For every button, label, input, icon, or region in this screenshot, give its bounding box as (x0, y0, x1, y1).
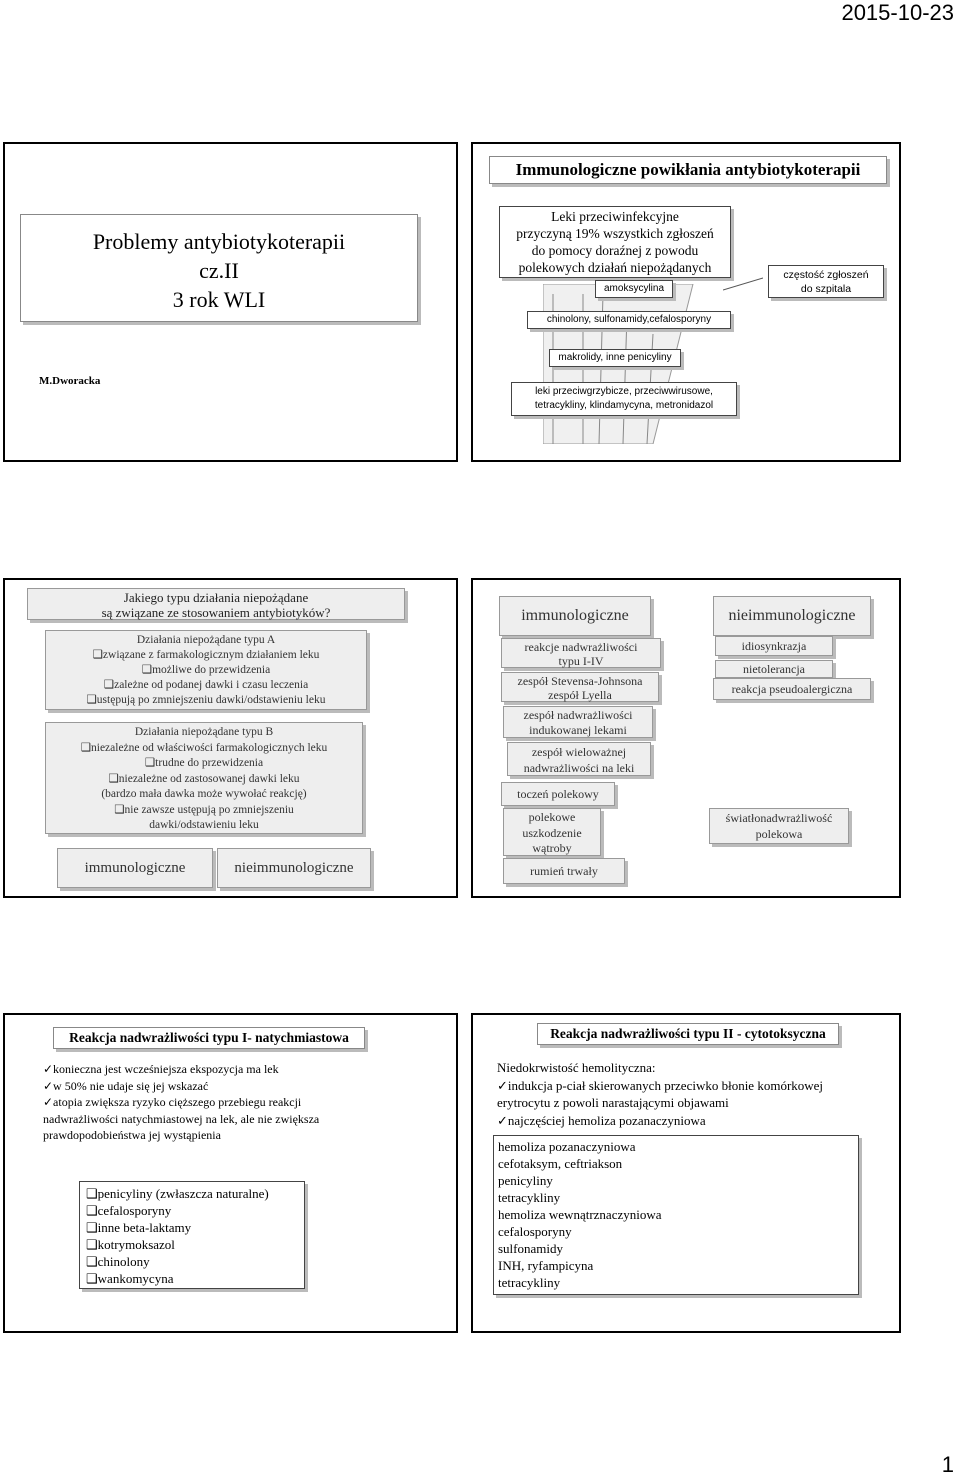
type-a-line-3: ❑możliwe do przewidzenia (141, 664, 271, 676)
page-date: 2015-10-23 (841, 0, 954, 25)
type-b-line-3: ❑trudne do przewidzenia (144, 757, 264, 769)
check-line-4: nadwrażliwości natychmiastowej na lek, ale nie zwiększa (43, 1111, 320, 1126)
frequency-arrow (723, 274, 763, 294)
drug-line-1: ❑penicyliny (zwłaszcza naturalne) (86, 1186, 269, 1201)
frequency-line-1: częstość zgłoszeń (783, 269, 869, 281)
col-2-item-1 (715, 636, 833, 656)
page-number: 1 (941, 1452, 954, 1477)
col-2-item-1-line-1: idiosynkrazja (741, 639, 807, 653)
list-line-6: cefalosporyny (498, 1224, 572, 1239)
col-1-item-5-line-1: toczeń polekowy (517, 787, 599, 801)
intro-line-2: przyczyną 19% wszystkich zgłoszeń (516, 226, 714, 241)
col-1-item-4-line-2: nadwrażliwości na leki (523, 761, 635, 775)
slide-2-title: Immunologiczne powikłania antybiotykoterapii (489, 156, 887, 184)
check-line-5: prawdopodobieństwa jej wystąpienia (43, 1128, 221, 1142)
type-a-line-4: ❑zależne od podanej dawki i czasu leczenia (103, 679, 309, 691)
col-1-item-2-line-1: zespół Stevensa-Johnsona (517, 674, 643, 688)
intro-line-4: polekowych działań niepożądanych (518, 260, 712, 275)
type-a-line-5: ❑ustępują po zmniejszeniu dawki/odstawieniu leku (86, 694, 326, 706)
col-1-item-3-line-1: zespół nadwrażliwości (523, 708, 633, 722)
check-line-2: ✓w 50% nie udaje się jej wskazać (43, 1078, 209, 1093)
type-b-line-7: dawki/odstawieniu leku (149, 819, 259, 831)
level-makrolidy: makrolidy, inne penicyliny (549, 349, 681, 367)
col-1-item-1-line-1: reakcje nadwrażliwości (524, 640, 638, 654)
col-1-item-6-line-3: wątroby (532, 841, 572, 855)
slide-3-title-line-2: są związane ze stosowaniem antybiotyków? (101, 605, 331, 620)
check-line-1: ✓konieczna jest wcześniejsza ekspozycja ma lek (43, 1062, 279, 1076)
intro-line-1: Leki przeciwinfekcyjne (551, 209, 679, 224)
desc-line-1: Niedokrwistość hemolityczna: (497, 1060, 656, 1075)
drug-line-4: ❑kotrymoksazol (86, 1237, 175, 1252)
list-line-3: penicyliny (498, 1173, 553, 1188)
slide-3-title-line-1: Jakiego typu działania niepożądane (123, 590, 309, 605)
slide-6-description (497, 1059, 893, 1129)
level-chinolony: chinolony, sulfonamidy,cefalosporyny (527, 311, 731, 329)
col-1-item-2 (501, 672, 659, 702)
list-line-5: hemoliza wewnątrznaczyniowa (498, 1207, 662, 1222)
slide-6-drug-list (493, 1135, 859, 1295)
list-line-9: tetracykliny (498, 1275, 561, 1290)
col-2-item-4-line-2: polekowa (755, 827, 803, 841)
type-b-line-1: Działania niepożądane typu B (134, 726, 274, 738)
list-line-2: cefotaksym, ceftriakson (498, 1156, 623, 1171)
desc-line-2: ✓indukcja p-ciał skierowanych przeciwko błonie komórkowej (497, 1077, 824, 1093)
slide-5-drug-list (79, 1181, 305, 1289)
type-b-line-5: (bardzo mała dawka może wywołać reakcję) (101, 788, 307, 800)
drug-line-5: ❑chinolony (86, 1254, 150, 1269)
bottom-line-2: tetracykliny, klindamycyna, metronidazol (534, 400, 714, 411)
col-1-item-6-line-1: polekowe (528, 810, 576, 824)
type-a-line-2: ❑związane z farmakologicznym działaniem leku (92, 649, 320, 661)
desc-line-4: ✓najczęściej hemoliza pozanaczyniowa (497, 1112, 706, 1128)
slide-5-title: Reakcja nadwrażliwości typu I- natychmiastowa (53, 1027, 365, 1049)
col-2-item-4 (709, 808, 849, 844)
col-1-item-3-line-2: indukowanej lekami (529, 723, 627, 737)
slide-1-title-line-2: cz.II (199, 258, 239, 283)
col-1-item-1 (501, 638, 661, 668)
drug-line-3: ❑inne beta-laktamy (86, 1220, 192, 1235)
frequency-label-box (768, 265, 884, 298)
drug-line-6: ❑wankomycyna (86, 1271, 174, 1286)
level-bottom-box (511, 382, 737, 416)
col-2-item-2-line-1: nietolerancja (743, 662, 805, 676)
slide-1-author: M.Dworacka (39, 375, 101, 387)
type-b-line-2: ❑niezależne od właściwości farmakologicznych leku (80, 741, 328, 754)
type-b-line-4: ❑niezależne od zastosowanej dawki leku (108, 772, 300, 785)
slide-5 (3, 1013, 458, 1333)
slide-2 (471, 142, 901, 462)
col-1-item-6-line-2: uszkodzenie (522, 825, 582, 840)
list-line-8: INH, ryfampicyna (498, 1258, 594, 1273)
col-1-item-4 (507, 742, 651, 776)
col-1-header: immunologiczne (499, 596, 651, 636)
slide-6 (471, 1013, 901, 1333)
drug-line-2: ❑cefalosporyny (86, 1203, 172, 1218)
list-line-7: sulfonamidy (498, 1241, 563, 1256)
frequency-line-2: do szpitala (800, 283, 852, 295)
type-a-box (45, 630, 367, 710)
nonimmunological-button[interactable]: nieimmunologiczne (217, 848, 371, 888)
type-a-line-1: Działania niepożądane typu A (136, 634, 276, 646)
col-1-item-1-line-2: typu I-IV (558, 654, 604, 668)
slide-1-title-line-3: 3 rok WLI (172, 287, 266, 312)
col-1-item-4-line-1: zespół wieloważnej (531, 745, 627, 759)
list-line-4: tetracykliny (498, 1190, 561, 1205)
col-2-item-3 (713, 678, 871, 700)
list-line-1: hemoliza pozanaczyniowa (498, 1139, 636, 1154)
slide-1 (3, 142, 458, 462)
col-1-item-2-line-2: zespół Lyella (548, 688, 612, 702)
level-amoksycylina: amoksycylina (595, 280, 673, 298)
type-b-box (45, 722, 363, 834)
immunological-button[interactable]: immunologiczne (57, 848, 213, 888)
slide-1-title-line-1: Problemy antybiotykoterapii (92, 229, 346, 254)
intro-line-3: do pomocy doraźnej z powodu (531, 243, 699, 258)
col-2-header: nieimmunologiczne (713, 596, 871, 636)
bottom-line-1: leki przeciwgrzybicze, przeciwwirusowe, (535, 386, 713, 397)
slide-6-title: Reakcja nadwrażliwości typu II - cytotoksyczna (537, 1023, 839, 1045)
col-1-item-7-line-1: rumień trwały (530, 864, 598, 878)
col-2-item-4-line-1: światłonadwrażliwość (725, 811, 833, 825)
type-b-line-6: ❑nie zawsze ustępują po zmniejszeniu (114, 803, 294, 816)
desc-line-3: erytrocytu z powoli narastającymi objawami (497, 1095, 729, 1110)
col-1-item-7 (503, 858, 625, 884)
col-2-item-3-line-1: reakcja pseudoalergiczna (731, 682, 853, 696)
slide-3-title (27, 588, 405, 620)
slide-4 (471, 578, 901, 898)
slide-2-intro-box (499, 206, 731, 278)
col-2-item-2 (715, 660, 833, 678)
slide-1-title-box (20, 214, 418, 322)
slide-3 (3, 578, 458, 898)
col-1-item-6 (503, 808, 601, 856)
check-line-3: ✓atopia zwiększa ryzyko cięższego przebiegu reakcji (43, 1095, 302, 1109)
col-1-item-5 (501, 782, 615, 806)
slide-5-checklist (43, 1061, 383, 1141)
col-1-item-3 (503, 706, 653, 738)
